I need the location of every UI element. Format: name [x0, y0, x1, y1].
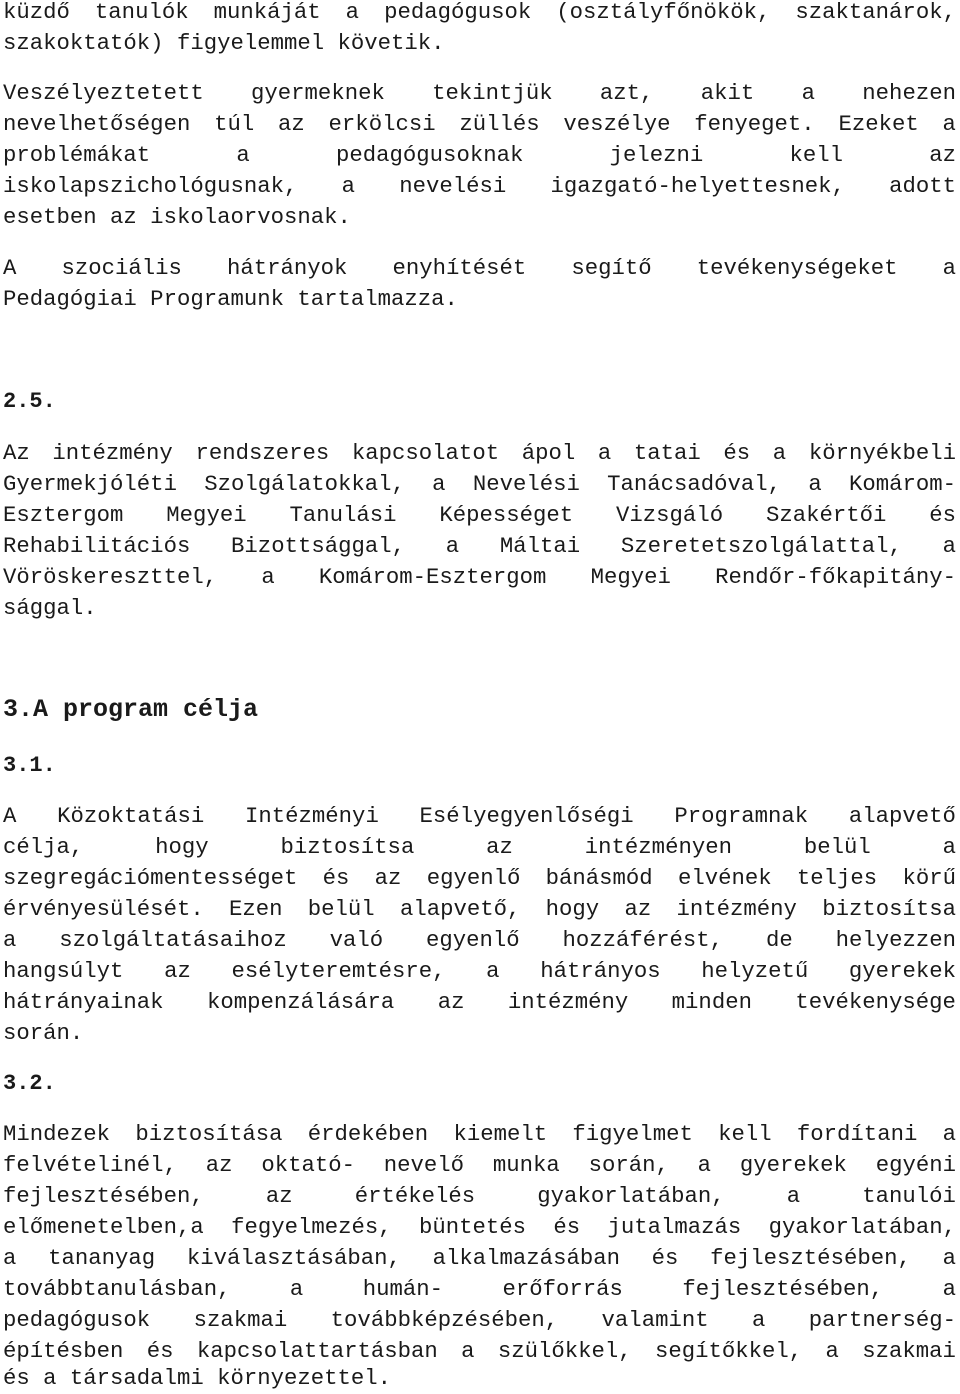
paragraph-line: Veszélyeztetett gyermeknek tekintjük azt, akit a nehezen [3, 80, 956, 106]
paragraph-line: a szolgáltatásaihoz való egyenlő hozzáférést, de helyezzen [3, 927, 956, 953]
paragraph-line: Pedagógiai Programunk tartalmazza. [3, 286, 458, 312]
paragraph-line: Az intézmény rendszeres kapcsolatot ápol a tatai és a környékbeli [3, 440, 956, 466]
paragraph-line: Esztergom Megyei Tanulási Képességet Vizsgáló Szakértői és [3, 502, 956, 528]
section-number-2-5: 2.5. [3, 389, 56, 414]
paragraph-line: előmenetelben,a fegyelmezés, büntetés és jutalmazás gyakorlatában, [3, 1214, 956, 1240]
paragraph-line: nevelhetőségen túl az erkölcsi züllés veszélye fenyeget. Ezeket a [3, 111, 956, 137]
paragraph-line: építésben és kapcsolattartásban a szülőkkel, segítőkkel, a szakmai [3, 1338, 956, 1364]
chapter-title: 3.A program célja [3, 695, 259, 724]
paragraph-line: A Közoktatási Intézményi Esélyegyenlőségi Programnak alapvető [3, 803, 956, 829]
paragraph-line: felvételinél, az oktató- nevelő munka során, a gyerekek egyéni [3, 1152, 956, 1178]
paragraph-line: során. [3, 1020, 84, 1046]
paragraph-line: a tananyag kiválasztásában, alkalmazásában és fejlesztésében, a [3, 1245, 956, 1271]
paragraph-line: hátrányainak kompenzálására az intézmény minden tevékenysége [3, 989, 956, 1015]
paragraph-line: és a társadalmi környezettel. [3, 1365, 392, 1391]
paragraph-line: Mindezek biztosítása érdekében kiemelt figyelmet kell fordítani a [3, 1121, 956, 1147]
paragraph-line: esetben az iskolaorvosnak. [3, 204, 351, 230]
paragraph-line: Rehabilitációs Bizottsággal, a Máltai Szeretetszolgálattal, a [3, 533, 956, 559]
paragraph-line: Vöröskereszttel, a Komárom-Esztergom Megyei Rendőr-főkapitány- [3, 564, 956, 590]
paragraph-line: szakoktatók) figyelemmel követik. [3, 30, 445, 56]
paragraph-line: sággal. [3, 595, 97, 621]
paragraph-line: pedagógusok szakmai továbbképzésében, valamint a partnerség- [3, 1307, 956, 1333]
section-number-3-1: 3.1. [3, 753, 56, 778]
paragraph-line: érvényesülését. Ezen belül alapvető, hogy az intézmény biztosítsa [3, 896, 956, 922]
paragraph-line: iskolapszichológusnak, a nevelési igazgató-helyettesnek, adott [3, 173, 956, 199]
paragraph-line: Gyermekjóléti Szolgálatokkal, a Nevelési Tanácsadóval, a Komárom- [3, 471, 956, 497]
section-number-3-2: 3.2. [3, 1071, 56, 1096]
paragraph-line: problémákat a pedagógusoknak jelezni kell az [3, 142, 956, 168]
paragraph-line: továbbtanulásban, a humán- erőforrás fejlesztésében, a [3, 1276, 956, 1302]
paragraph-line: A szociális hátrányok enyhítését segítő tevékenységeket a [3, 255, 956, 281]
paragraph-line: küzdő tanulók munkáját a pedagógusok (osztályfőnökök, szaktanárok, [3, 0, 956, 25]
paragraph-line: célja, hogy biztosítsa az intézményen belül a [3, 834, 956, 860]
paragraph-line: szegregációmentességet és az egyenlő bánásmód elvének teljes körű [3, 865, 956, 891]
paragraph-line: fejlesztésében, az értékelés gyakorlatában, a tanulói [3, 1183, 956, 1209]
paragraph-line: hangsúlyt az esélyteremtésre, a hátrányos helyzetű gyerekek [3, 958, 956, 984]
